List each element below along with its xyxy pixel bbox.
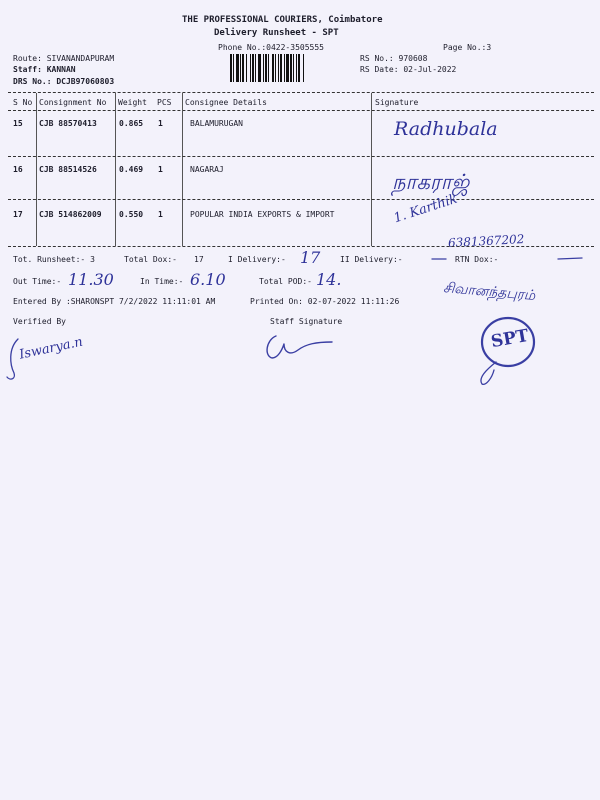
column-header-consignee: Consignee Details xyxy=(185,98,267,107)
stamp-text: SPT xyxy=(489,325,531,353)
row-consignee: BALAMURUGAN xyxy=(190,119,243,128)
row-weight: 0.469 xyxy=(119,165,144,174)
ii-delivery-label: II Delivery:- xyxy=(340,255,403,264)
column-header-consignment: Consignment No xyxy=(39,98,107,107)
document-title: Delivery Runsheet - SPT xyxy=(214,28,339,38)
row-pcs: 1 xyxy=(158,119,163,128)
rs-number: RS No.: 970608 xyxy=(360,54,428,63)
i-delivery-value: 17 xyxy=(300,248,321,267)
in-time-value: 6.10 xyxy=(190,270,226,289)
row-divider xyxy=(8,156,594,157)
column-separator xyxy=(115,93,116,246)
verified-signature-flourish xyxy=(4,335,26,385)
i-delivery-label: I Delivery:- xyxy=(228,255,286,264)
row-sno: 17 xyxy=(13,210,23,219)
dash-scribble xyxy=(430,253,590,265)
column-separator xyxy=(182,93,183,246)
row-signature: நாகராஜ் xyxy=(392,170,470,194)
row-signature: 1. Karthik xyxy=(392,191,460,227)
column-header-signature: Signature xyxy=(375,98,419,107)
row-weight: 0.550 xyxy=(119,210,144,219)
total-dox-label: Total Dox:- xyxy=(124,255,177,264)
out-time-value: 11.30 xyxy=(68,270,114,289)
in-time-label: In Time:- xyxy=(140,277,184,286)
total-pod-value: 14. xyxy=(316,270,342,289)
page-number: Page No.:3 xyxy=(443,43,492,52)
barcode xyxy=(230,54,356,82)
staff-signature-label: Staff Signature xyxy=(270,317,343,326)
out-time-label: Out Time:- xyxy=(13,277,62,286)
row-consignment: CJB 88570413 xyxy=(39,119,97,128)
row-divider xyxy=(8,199,594,200)
row-pcs: 1 xyxy=(158,210,163,219)
tamil-signature: சிவானந்தபுரம் xyxy=(442,280,536,304)
entered-by: Entered By :SHARONSPT 7/2/2022 11:11:01 AM xyxy=(13,297,216,306)
verified-signature: Iswarya.n xyxy=(18,334,85,363)
row-consignee: NAGARAJ xyxy=(190,165,224,174)
tot-runsheet: Tot. Runsheet:- 3 xyxy=(13,255,95,264)
staff-signature-scrawl xyxy=(262,328,337,362)
total-pod-label: Total POD:- xyxy=(259,277,312,286)
route: Route: SIVANANDAPURAM xyxy=(13,54,115,63)
company-name: THE PROFESSIONAL COURIERS, Coimbatore xyxy=(182,15,383,25)
row-signature-phone: 6381367202 xyxy=(447,232,525,250)
row-consignment: CJB 514862009 xyxy=(39,210,102,219)
row-consignee: POPULAR INDIA EXPORTS & IMPORT xyxy=(190,210,335,219)
rtn-dox-label: RTN Dox:- xyxy=(455,255,499,264)
divider xyxy=(8,110,594,111)
printed-on: Printed On: 02-07-2022 11:11:26 xyxy=(250,297,400,306)
row-sno: 16 xyxy=(13,165,23,174)
row-sno: 15 xyxy=(13,119,23,128)
verified-by-label: Verified By xyxy=(13,317,66,326)
divider xyxy=(8,246,594,247)
column-header-weight: Weight xyxy=(118,98,147,107)
column-separator xyxy=(371,93,372,246)
rs-date: RS Date: 02-Jul-2022 xyxy=(360,65,457,74)
row-signature: Radhubala xyxy=(394,118,498,140)
drs-number: DRS No.: DCJB97060803 xyxy=(13,77,115,86)
column-separator xyxy=(36,93,37,246)
column-header-pcs: PCS xyxy=(157,98,172,107)
divider xyxy=(8,92,594,93)
staff-name: Staff: KANNAN xyxy=(13,65,76,74)
total-dox-value: 17 xyxy=(194,255,204,264)
phone-number: Phone No.:0422-3505555 xyxy=(218,43,324,52)
row-weight: 0.865 xyxy=(119,119,144,128)
row-pcs: 1 xyxy=(158,165,163,174)
column-header-sno: S No xyxy=(13,98,33,107)
row-consignment: CJB 88514526 xyxy=(39,165,97,174)
